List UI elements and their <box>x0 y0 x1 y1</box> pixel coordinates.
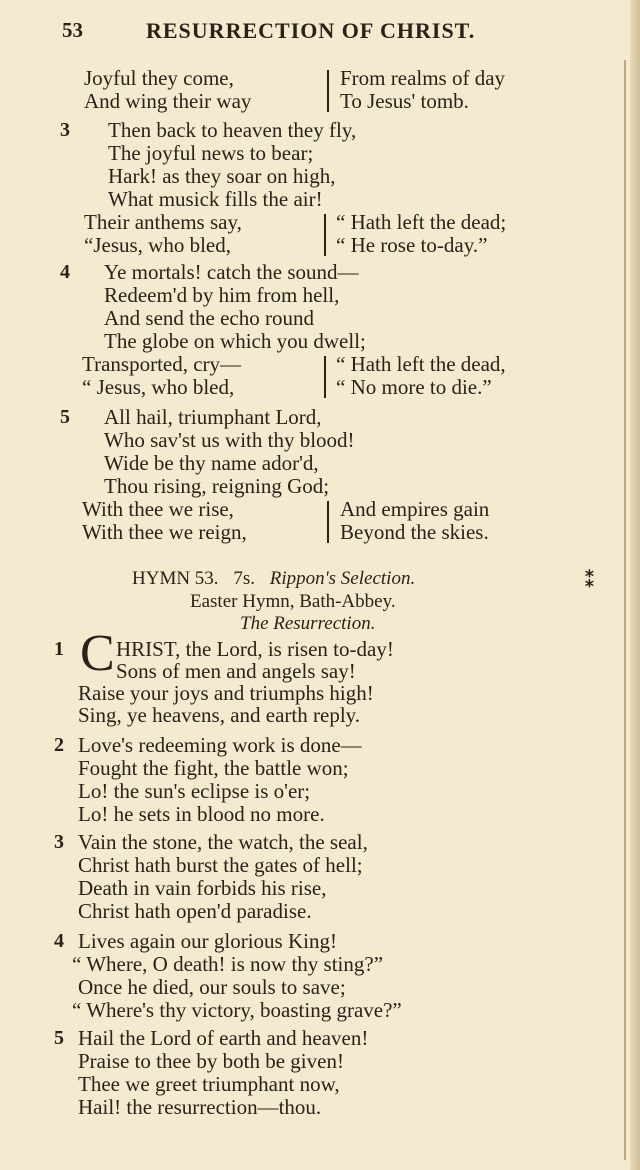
verse-line: What musick fills the air! <box>108 187 323 211</box>
verse-line: With thee we rise, <box>82 497 234 521</box>
page-header <box>0 18 640 52</box>
page-edge-line <box>624 60 626 1160</box>
stanza-number: 2 <box>54 734 64 756</box>
stanza-number: 1 <box>54 638 64 660</box>
verse-line: Love's redeeming work is done— <box>78 733 362 757</box>
verse-line: Death in vain forbids his rise, <box>78 876 327 900</box>
verse-line: Christ hath burst the gates of hell; <box>78 853 363 877</box>
stanza-number: 3 <box>60 119 70 141</box>
stanza-number: 4 <box>60 261 70 283</box>
verse-line: “ Jesus, who bled, <box>82 375 235 399</box>
verse-line: Sing, ye heavens, and earth reply. <box>78 703 361 727</box>
verse-line: Sons of men and angels say! <box>116 659 356 683</box>
verse-line: Redeem'd by him from hell, <box>104 283 340 307</box>
verse-line: “ Hath left the dead; <box>336 210 507 234</box>
verse-line: And send the echo round <box>104 306 314 330</box>
verse-line: The globe on which you dwell; <box>104 329 366 353</box>
stanza-number: 4 <box>54 930 64 952</box>
verse-line: Hark! as they soar on high, <box>108 164 336 188</box>
verse-line: Beyond the skies. <box>340 520 489 544</box>
verse-line: And empires gain <box>340 497 490 521</box>
hymn-source: Rippon's Selection. <box>269 568 416 589</box>
verse-line: Thee we greet triumphant now, <box>78 1072 340 1096</box>
page-edge <box>630 0 640 1170</box>
verse-line: Fought the fight, the battle won; <box>78 756 349 780</box>
verse-line: “ Where's thy victory, boasting grave?” <box>72 998 402 1022</box>
verse-line: “ Hath left the dead, <box>336 352 506 376</box>
hymn-title-line <box>132 568 415 590</box>
hymn-subject: The Resurrection. <box>240 613 376 634</box>
verse-line: “Jesus, who bled, <box>84 233 231 257</box>
bracket-bar <box>324 214 326 256</box>
bracket-bar <box>324 356 326 398</box>
stanza-number: 5 <box>60 406 70 428</box>
verse-line: “ No more to die.” <box>336 375 492 399</box>
stanza-number: 3 <box>54 831 64 853</box>
hymn-tune: Easter Hymn, Bath-Abbey. <box>190 591 396 612</box>
hymn-meter: 7s. <box>233 568 255 589</box>
verse-line: Transported, cry— <box>82 352 242 376</box>
verse-line: Wide be thy name ador'd, <box>104 451 319 475</box>
verse-line: Raise your joys and triumphs high! <box>78 681 374 705</box>
verse-line: Once he died, our souls to save; <box>78 975 346 999</box>
verse-line: All hail, triumphant Lord, <box>104 405 322 429</box>
verse-line: “ He rose to-day.” <box>336 233 488 257</box>
dropcap: C <box>80 625 115 682</box>
verse-line: Lives again our glorious King! <box>78 929 337 953</box>
verse-line: Hail the Lord of earth and heaven! <box>78 1026 369 1050</box>
verse-line: And wing their way <box>84 89 252 113</box>
verse-line: Then back to heaven they fly, <box>108 118 357 142</box>
verse-line: From realms of day <box>340 66 506 90</box>
ornament-icon: ⁑ <box>584 567 596 592</box>
hymn-title: HYMN 53. <box>132 568 219 589</box>
verse-line: Hail! the resurrection—thou. <box>78 1095 322 1119</box>
verse-line: “ Where, O death! is now thy sting?” <box>72 952 384 976</box>
verse-line: The joyful news to bear; <box>108 141 314 165</box>
stanza-number: 5 <box>54 1027 64 1049</box>
verse-line: Joyful they come, <box>84 66 234 90</box>
running-title: RESURRECTION OF CHRIST. <box>146 18 476 43</box>
verse-line: With thee we reign, <box>82 520 247 544</box>
page-number: 53 <box>62 18 83 42</box>
verse-line: Praise to thee by both be given! <box>78 1049 344 1073</box>
verse-line: Lo! the sun's eclipse is o'er; <box>78 779 311 803</box>
verse-line: Ye mortals! catch the sound— <box>104 260 359 284</box>
verse-line: Lo! he sets in blood no more. <box>78 802 325 826</box>
verse-line: Vain the stone, the watch, the seal, <box>78 830 368 854</box>
bracket-bar <box>327 501 329 543</box>
bracket-bar <box>327 70 329 112</box>
verse-line: Thou rising, reigning God; <box>104 474 330 498</box>
verse-line: Who sav'st us with thy blood! <box>104 428 355 452</box>
verse-line: To Jesus' tomb. <box>340 89 469 113</box>
verse-line: Their anthems say, <box>84 210 242 234</box>
verse-line: Christ hath open'd paradise. <box>78 899 312 923</box>
verse-line: HRIST, the Lord, is risen to-day! <box>116 637 394 661</box>
